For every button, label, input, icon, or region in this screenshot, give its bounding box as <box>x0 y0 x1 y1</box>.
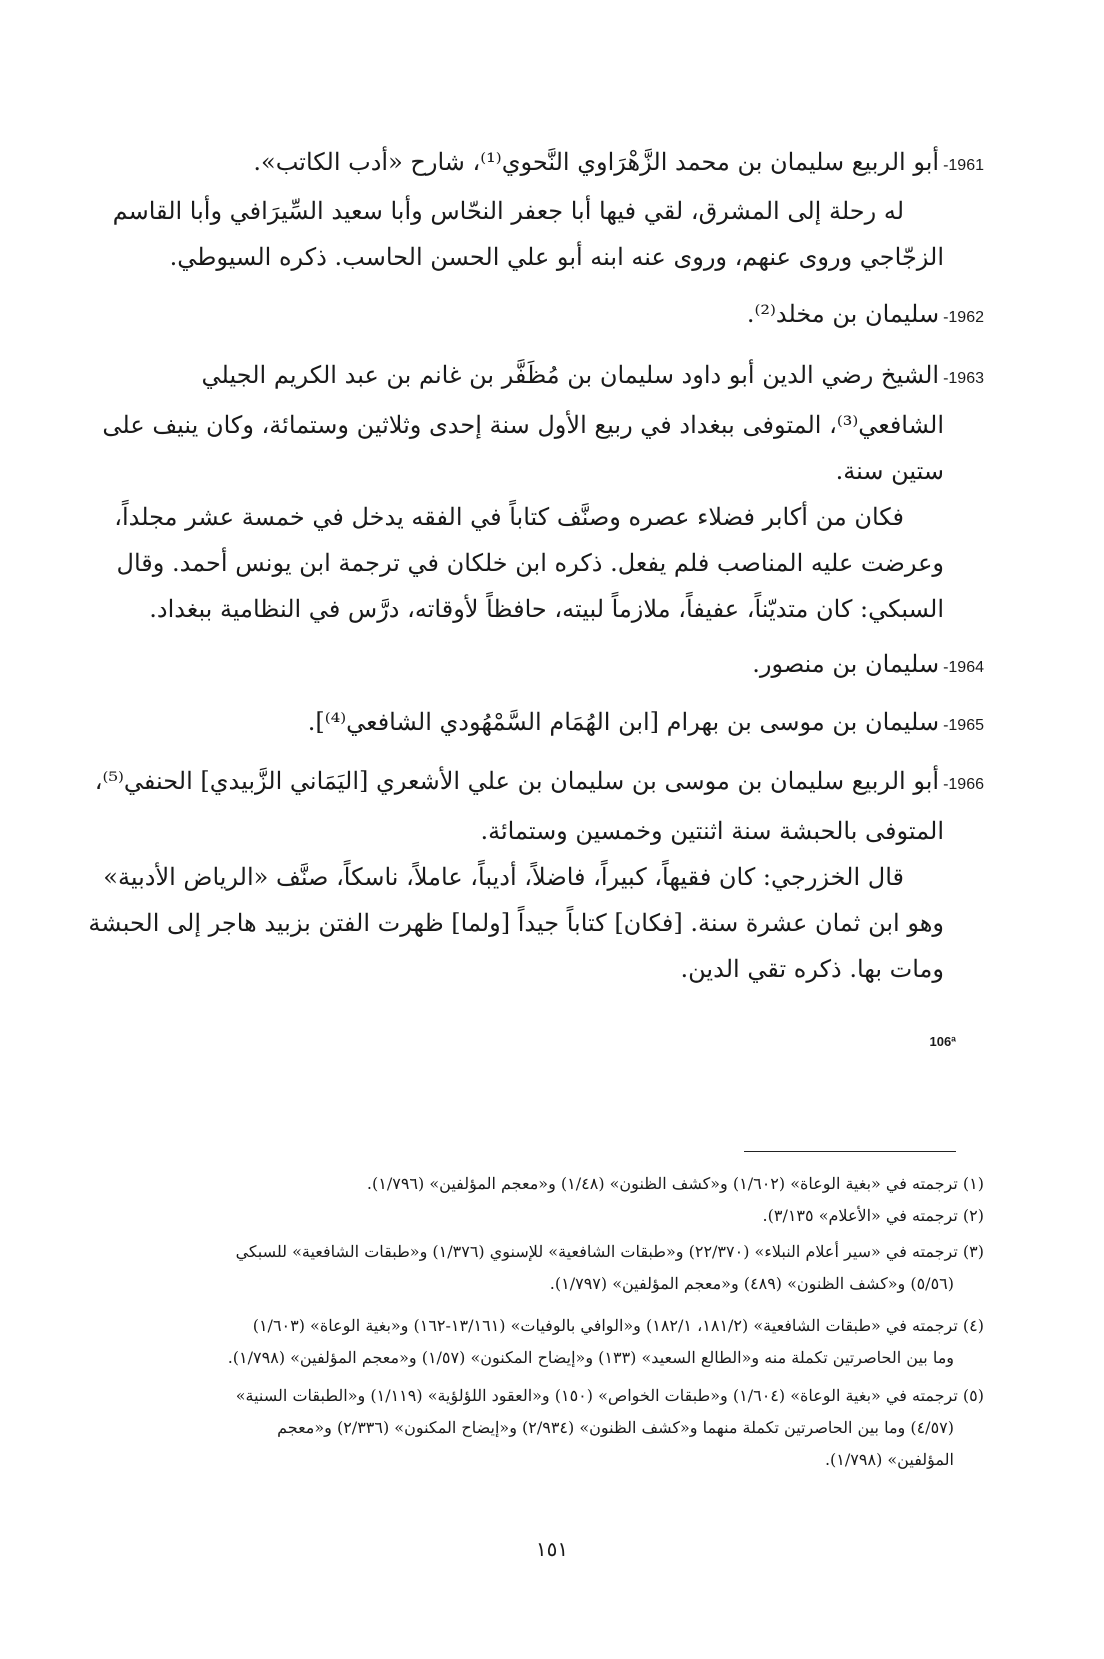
entry-1963 <box>104 352 984 632</box>
entry-heading <box>94 758 984 808</box>
entry-heading <box>104 292 984 340</box>
footnote-text: (٤/٥٧) وما بين الحاصرتين تكملة منهما و«كشف الظنون» (٢/٩٣٤) و«إيضاح المكنون» (٢/٣٣٦) و«معجم <box>277 1418 954 1437</box>
footnote-text: (٥/٥٦) و«كشف الظنون» (٤٨٩) و«معجم المؤلفين» (١/٧٩٧). <box>549 1274 954 1293</box>
entry-text: ستين سنة. <box>835 457 944 485</box>
entry-number: 1962- <box>943 309 984 326</box>
entry-heading <box>104 642 984 690</box>
footnote-text: (٥) ترجمته في «بغية الوعاة» (١/٦٠٤) و«طبقات الخواص» (١٥٠) و«العقود اللؤلؤية» (١/١١٩) و«الطبقات السنية» <box>235 1386 984 1405</box>
entry-text: وعرضت عليه المناصب فلم يفعل. ذكره ابن خلكان في ترجمة ابن يونس أحمد. وقال <box>116 549 944 577</box>
footnote-2 <box>84 1200 984 1232</box>
entry-text: الزجّاجي وروى عنهم، وروى عنه ابنه أبو علي الحسن الحاسب. ذكره السيوطي. <box>169 243 944 271</box>
entry-heading <box>104 700 984 748</box>
footnote-text: المؤلفين» (١/٧٩٨). <box>824 1450 954 1469</box>
footnote-text: (٣) ترجمته في «سير أعلام النبلاء» (٢٢/٣٧٠) و«طبقات الشافعية» للإسنوي (١/٣٧٦) و«طبقات الشافعية» للسبكي <box>235 1242 984 1261</box>
entry-1966 <box>88 758 984 992</box>
entry-number: 1964- <box>943 659 984 676</box>
footnote-1 <box>84 1168 984 1200</box>
entry-1962 <box>104 292 984 340</box>
entry-heading <box>104 140 984 188</box>
entry-text: السبكي: كان متديّناً، عفيفاً، ملازماً لبيته، حافظاً لأوقاته، درَّس في النظامية ببغداد. <box>149 595 944 623</box>
entry-1965 <box>104 700 984 748</box>
entry-text: سليمان بن مخلد⁽²⁾. <box>746 300 940 328</box>
footnote-text: (٢) ترجمته في «الأعلام» ٣/١٣٥). <box>762 1206 984 1225</box>
page-number: ١٥١ <box>535 1537 569 1561</box>
entry-1964 <box>104 642 984 690</box>
footnote-text: (١) ترجمته في «بغية الوعاة» (١/٦٠٢) و«كشف الظنون» (١/٤٨) و«معجم المؤلفين» (١/٧٩٦). <box>366 1174 984 1193</box>
entry-text: له رحلة إلى المشرق، لقي فيها أبا جعفر النحّاس وأبا سعيد السِّيرَافي وأبا القاسم <box>112 197 904 225</box>
entry-1961 <box>104 140 984 280</box>
entry-text: وهو ابن ثمان عشرة سنة. [فكان] كتاباً جيداً [ولما] ظهرت الفتن بزبيد هاجر إلى الحبشة <box>88 909 944 937</box>
entry-text: المتوفى بالحبشة سنة اثنتين وخمسين وستمائة. <box>480 817 944 845</box>
footnote-5 <box>84 1380 984 1476</box>
entry-text: سليمان بن منصور. <box>752 650 940 678</box>
entry-text: قال الخزرجي: كان فقيهاً، كبيراً، فاضلاً، أديباً، عاملاً، ناسكاً، صنَّف «الرياض الأدبية» <box>103 863 904 891</box>
folio-marker: 106ª <box>929 1034 956 1049</box>
entry-text: الشيخ رضي الدين أبو داود سليمان بن مُظَفَّر بن غانم بن عبد الكريم الجيلي <box>201 361 940 389</box>
footnote-4 <box>84 1310 984 1374</box>
entry-text: فكان من أكابر فضلاء عصره وصنَّف كتاباً في الفقه يدخل في خمسة عشر مجلداً، <box>114 503 904 531</box>
entry-number: 1961- <box>943 157 984 174</box>
entry-number: 1963- <box>943 370 984 387</box>
entry-number: 1966- <box>943 776 984 793</box>
entry-text: الشافعي⁽³⁾، المتوفى ببغداد في ربيع الأول سنة إحدى وثلاثين وستمائة، وكان ينيف على <box>102 411 944 439</box>
footnote-text: (٤) ترجمته في «طبقات الشافعية» (١٨١/٢، ١٨٢/١) و«الوافي بالوفيات» (١٣/١٦١-١٦٢) و«بغية الوعاة» (١/٦٠٣) <box>252 1316 984 1335</box>
footnote-divider <box>744 1151 956 1152</box>
entry-number: 1965- <box>943 717 984 734</box>
entry-text: أبو الربيع سليمان بن موسى بن سليمان بن علي الأشعري [اليَمَاني الزَّبيدي] الحنفي⁽⁵⁾، <box>94 767 940 795</box>
entry-text: ومات بها. ذكره تقي الدين. <box>680 955 944 983</box>
entry-heading <box>104 352 984 402</box>
entry-text: أبو الربيع سليمان بن محمد الزَّهْرَاوي النَّحوي⁽¹⁾، شارح «أدب الكاتب». <box>253 148 940 176</box>
entry-text: سليمان بن موسى بن بهرام [ابن الهُمَام السَّمْهُودي الشافعي⁽⁴⁾]. <box>307 708 940 736</box>
footnote-3 <box>84 1236 984 1300</box>
footnote-text: وما بين الحاصرتين تكملة منه و«الطالع السعيد» (١٣٣) و«إيضاح المكنون» (١/٥٧) و«معجم المؤلفين» (١/٧٩٨). <box>227 1348 954 1367</box>
